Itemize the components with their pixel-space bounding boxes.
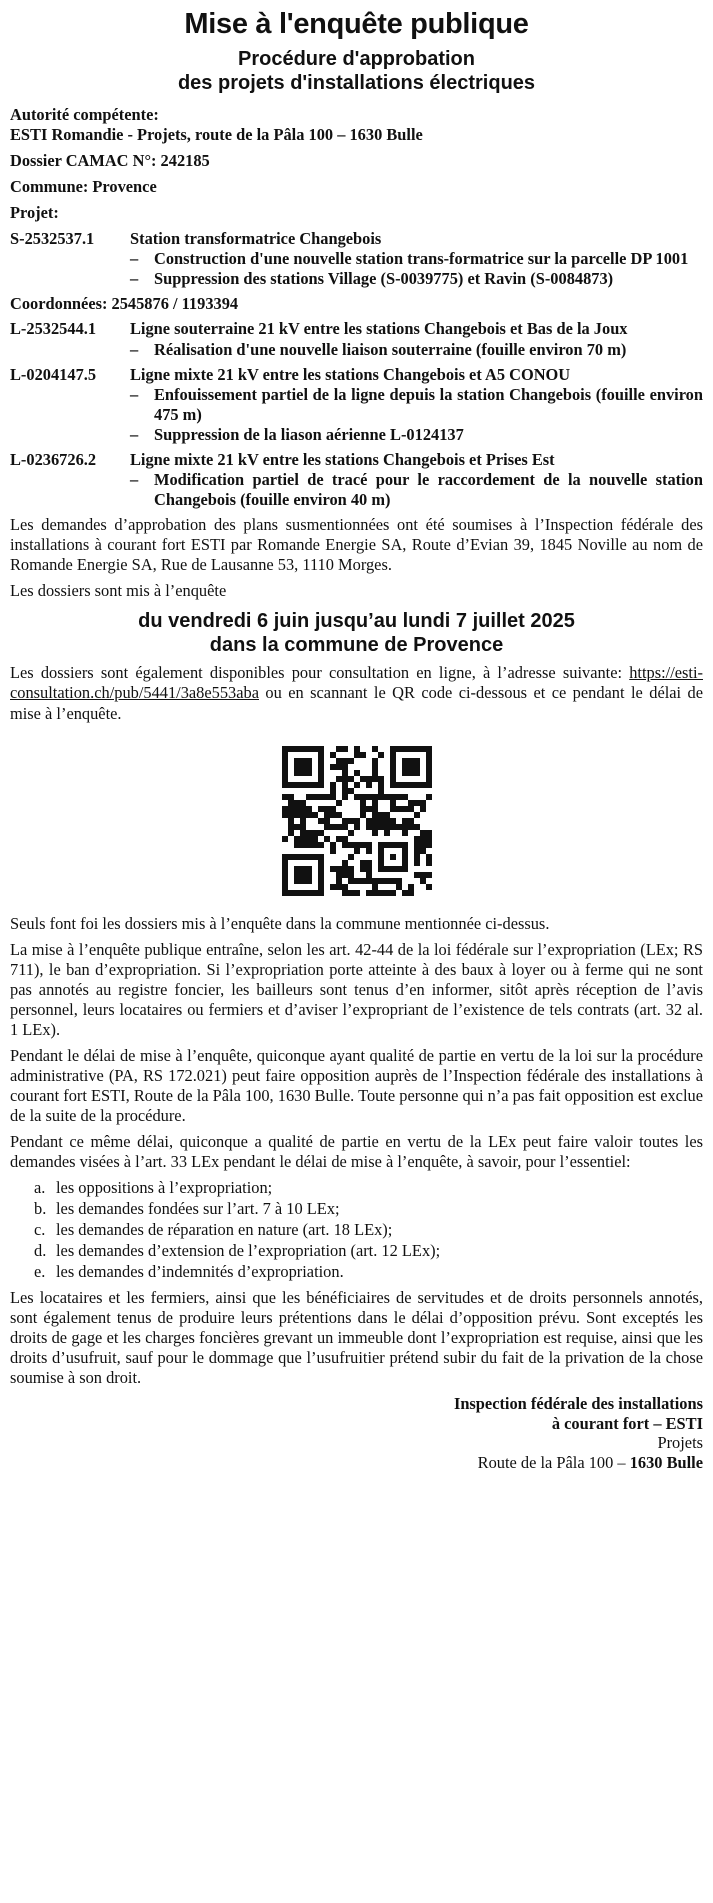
online-text-before: Les dossiers sont également disponibles pour consultation en ligne, à l’adresse suivante:: [10, 663, 630, 683]
subtitle-line-2: des projets d'installations électriques: [177, 72, 536, 95]
project-title: Coordonnées: 2545876 / 1193394: [10, 294, 239, 314]
dash-mark: –: [130, 384, 139, 404]
project-measure: [130, 249, 703, 269]
paragraph-meme: Pendant ce même délai, quiconque a qualité de partie en vertu de la LEx peut faire valoir toutes les demandes visées à l’art. 33 LEx pendant le délai de mise à l’enquête, à savoir, pour l’essentiel:: [10, 1131, 703, 1171]
authority-label: Autorité compétente:: [10, 105, 159, 125]
list-item: [10, 1262, 703, 1282]
measure-text: Suppression de la liason aérienne L-0124137: [154, 424, 464, 444]
list-marker: b.: [34, 1198, 47, 1218]
signature-address: Route de la Pâla 100 –: [477, 1452, 630, 1472]
list-item: [10, 1178, 703, 1198]
project-row: [10, 319, 703, 339]
authority-value: ESTI Romandie - Projets, route de la Pâla 100 – 1630 Bulle: [10, 125, 423, 145]
list-marker: d.: [34, 1240, 47, 1260]
project-list: [10, 229, 703, 509]
dates-line-2: dans la commune de Provence: [209, 634, 504, 657]
project-title: Ligne mixte 21 kV entre les stations Changebois et Prises Est: [130, 449, 555, 469]
paragraph-locataires: Les locataires et les fermiers, ainsi que les bénéficiaires de servitudes et de droits personnels annotés, sont également tenus de produire leurs prétentions dans le délai d’opposition prévu. Sont exceptés les droits de gage et les charges foncières grevant un immeuble dont l’expropriation est requise, ainsi que les droits d’usufruit, sauf pour le dommage que l’usufruitier prétend subir du fait de la privation de la chose soumise à son droit.: [10, 1287, 703, 1387]
project-measure: [130, 269, 703, 289]
signature-city: 1630 Bulle: [629, 1452, 703, 1472]
online-text-after: ou en scannant le QR code ci-dessous et ce pendant le délai de mise à l’enquête.: [10, 683, 703, 723]
list-item: [10, 1199, 703, 1219]
project-entry: [10, 450, 703, 510]
dash-mark: –: [130, 469, 139, 489]
paragraph-seuls: Seuls font foi les dossiers mis à l’enquête dans la commune mentionnée ci-dessus.: [10, 913, 550, 933]
project-row: [10, 294, 703, 314]
list-marker: a.: [34, 1177, 46, 1197]
qr-code-icon[interactable]: [282, 746, 432, 896]
project-entry: [10, 294, 703, 314]
project-title: Station transformatrice Changebois: [130, 229, 382, 249]
paragraph-mise: La mise à l’enquête publique entraîne, selon les art. 42-44 de la loi fédérale sur l’expropriation (LEx; RS 711), le ban d’expropriation. Si l’expropriation porte atteinte à des baux à loyer ou à ferme qui ne sont pas annotés au registre foncier, les bailleurs sont tenus d’en informer, sitôt après réception de l’avis personnel, leurs locataires ou fermiers et d’aviser l’expropriant de l’existence de tels contrats (art. 32 al. 1 LEx).: [10, 939, 703, 1039]
project-row: [10, 450, 703, 470]
dash-mark: –: [130, 339, 139, 359]
project-code: L-0204147.5: [10, 364, 97, 384]
dates-line-1: du vendredi 6 juin jusqu’au lundi 7 juillet 2025: [138, 609, 575, 632]
list-text: les demandes fondées sur l’art. 7 à 10 LEx;: [56, 1198, 340, 1218]
signature-line-4: [10, 1453, 703, 1473]
project-row: [10, 229, 703, 249]
measure-text: Enfouissement partiel de la ligne depuis la station Changebois (fouille environ 475 m): [154, 384, 703, 424]
project-measure: [130, 340, 703, 360]
paragraph-demandes: Les demandes d’approbation des plans susmentionnées ont été soumises à l’Inspection fédérale des installations à courant fort ESTI par Romande Energie SA, Route d’Evian 39, 1845 Noville au nom de Romande Energie SA, Rue de Lausanne 53, 1110 Morges.: [10, 514, 703, 574]
notice-title: Mise à l'enquête publique: [184, 8, 529, 40]
project-code: L-2532544.1: [10, 319, 97, 339]
demands-list: [10, 1178, 703, 1282]
commune: Commune: Provence: [10, 177, 157, 197]
project-measure: [130, 470, 703, 510]
project-row: [10, 365, 703, 385]
qr-code-container: [10, 746, 703, 896]
project-measure: [130, 385, 703, 425]
project-entry: [10, 365, 703, 445]
project-code: S-2532537.1: [10, 229, 95, 249]
list-text: les demandes d’indemnités d’expropriation.: [56, 1261, 344, 1281]
list-text: les oppositions à l’expropriation;: [56, 1177, 273, 1197]
paragraph-online: [10, 663, 703, 723]
dash-mark: –: [130, 249, 139, 269]
list-item: [10, 1241, 703, 1261]
list-marker: e.: [34, 1261, 46, 1281]
project-entry: [10, 229, 703, 289]
enquete-dates: [10, 609, 703, 658]
consultation-link[interactable]: https://esti-consultation.ch/pub/5441/3a8e553aba: [10, 663, 703, 703]
project-title: Ligne souterraine 21 kV entre les stations Changebois et Bas de la Joux: [130, 319, 628, 339]
measure-text: Suppression des stations Village (S-0039775) et Ravin (S-0084873): [154, 269, 614, 289]
signature-block: [10, 1394, 703, 1473]
list-marker: c.: [34, 1219, 46, 1239]
project-code: L-0236726.2: [10, 449, 97, 469]
subtitle-line-1: Procédure d'approbation: [237, 48, 475, 71]
list-text: les demandes d’extension de l’expropriation (art. 12 LEx);: [56, 1240, 441, 1260]
list-text: les demandes de réparation en nature (art. 18 LEx);: [56, 1219, 393, 1239]
signature-line-1: Inspection fédérale des installations: [453, 1393, 703, 1413]
dash-mark: –: [130, 424, 139, 444]
paragraph-dossiers: Les dossiers sont mis à l’enquête: [10, 580, 227, 600]
dossier-number: Dossier CAMAC N°: 242185: [10, 151, 210, 171]
paragraph-pendant: Pendant le délai de mise à l’enquête, quiconque ayant qualité de partie en vertu de la loi sur la procédure administrative (PA, RS 172.021) peut faire opposition auprès de l’Inspection fédérale des installations à courant fort ESTI, Route de la Pâla 100, 1630 Bulle. Toute personne qui n’a pas fait opposition est exclue de la suite de la procédure.: [10, 1045, 703, 1125]
project-measure: [130, 425, 703, 445]
signature-line-2: à courant fort – ESTI: [551, 1413, 703, 1433]
dash-mark: –: [130, 269, 139, 289]
project-title: Ligne mixte 21 kV entre les stations Changebois et A5 CONOU: [130, 364, 571, 384]
list-item: [10, 1220, 703, 1240]
project-entry: [10, 319, 703, 359]
notice-subtitle: [10, 47, 703, 95]
measure-text: Construction d'une nouvelle station trans-formatrice sur la parcelle DP 1001: [154, 249, 689, 269]
measure-text: Modification partiel de tracé pour le raccordement de la nouvelle station Changebois (fouille environ 40 m): [154, 469, 703, 509]
projet-label: Projet:: [10, 203, 59, 223]
measure-text: Réalisation d'une nouvelle liaison souterraine (fouille environ 70 m): [154, 339, 627, 359]
signature-line-3: Projets: [657, 1433, 703, 1453]
